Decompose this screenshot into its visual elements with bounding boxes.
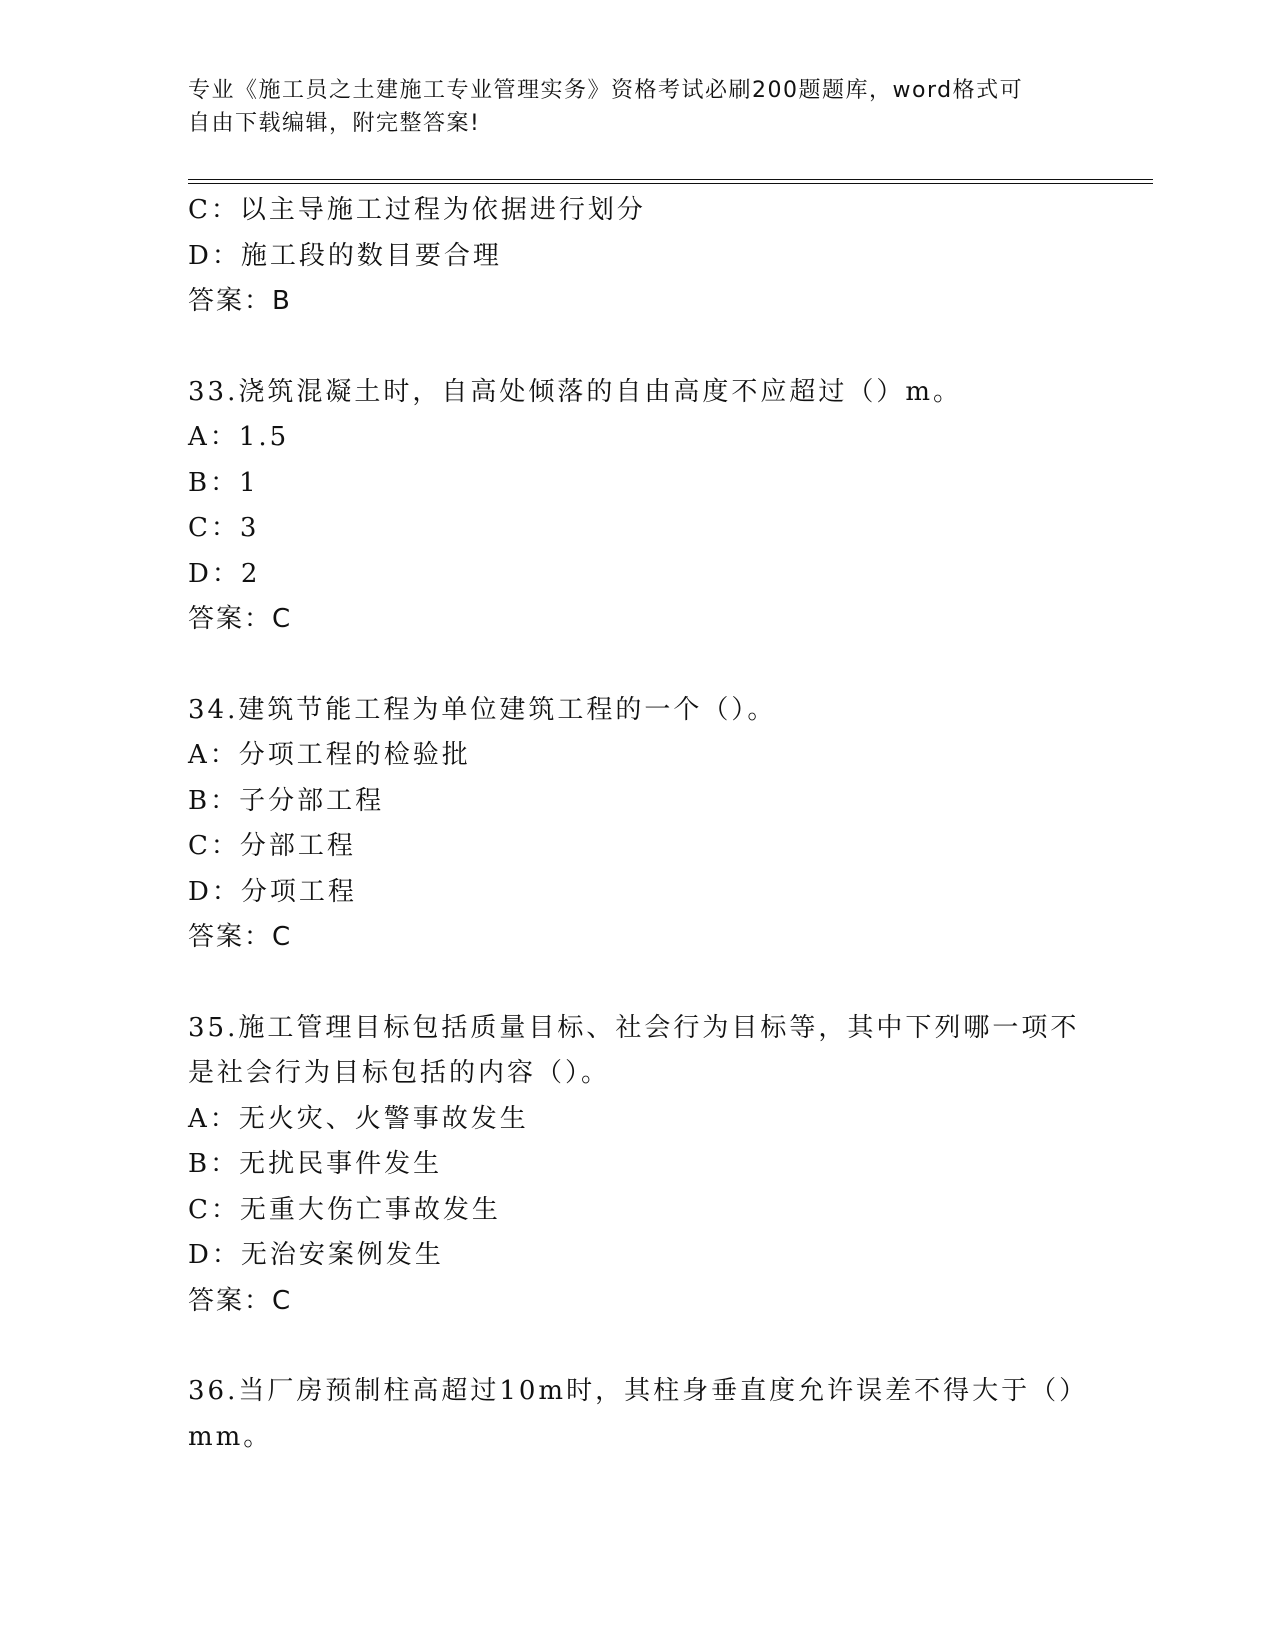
option-c: C：3 [188, 513, 260, 543]
question-stem-line-1: 35.施工管理目标包括质量目标、社会行为目标等，其中下列哪一项不 [188, 1012, 1080, 1043]
question-list [188, 188, 1088, 1460]
question-stem: 33.浇筑混凝土时，自高处倾落的自由高度不应超过（）m。 [188, 376, 963, 407]
option-b: B：1 [188, 467, 259, 498]
document-header [188, 74, 1068, 140]
header-rule-bottom [188, 183, 1153, 184]
question-32-continuation [188, 188, 1088, 325]
option-d: D：无治安案例发生 [188, 1240, 444, 1270]
option-a: A：1.5 [188, 422, 290, 452]
question-stem: 34.建筑节能工程为单位建筑工程的一个（）。 [188, 694, 777, 725]
option-c: C：无重大伤亡事故发生 [188, 1194, 501, 1225]
option-d: D：分项工程 [188, 876, 357, 907]
question-36 [188, 1369, 1088, 1460]
option-a: A：无火灾、火警事故发生 [188, 1103, 529, 1134]
answer: 答案：B [188, 286, 292, 316]
answer: 答案：C [188, 922, 293, 952]
question-stem-line-2: mm。 [188, 1421, 273, 1452]
header-line-1: 专业《施工员之土建施工专业管理实务》资格考试必刷200题题库，word格式可 [188, 78, 1024, 103]
option-c: C：分部工程 [188, 831, 356, 861]
question-34 [188, 688, 1088, 961]
option-c: C：以主导施工过程为依据进行划分 [188, 195, 646, 225]
answer: 答案：C [188, 604, 293, 634]
question-stem-line-1: 36.当厂房预制柱高超过10m时，其柱身垂直度允许误差不得大于（） [188, 1376, 1089, 1406]
question-33 [188, 370, 1088, 643]
option-a: A：分项工程的检验批 [188, 740, 471, 770]
option-d: D：2 [188, 558, 261, 589]
option-b: B：无扰民事件发生 [188, 1149, 443, 1179]
question-stem-line-2: 是社会行为目标包括的内容（）。 [188, 1058, 611, 1088]
option-b: B：子分部工程 [188, 785, 385, 816]
answer: 答案：C [188, 1285, 293, 1316]
option-d: D：施工段的数目要合理 [188, 240, 502, 271]
question-35 [188, 1006, 1088, 1325]
header-line-2: 自由下载编辑，附完整答案! [188, 111, 481, 136]
header-rule-top [188, 179, 1153, 180]
